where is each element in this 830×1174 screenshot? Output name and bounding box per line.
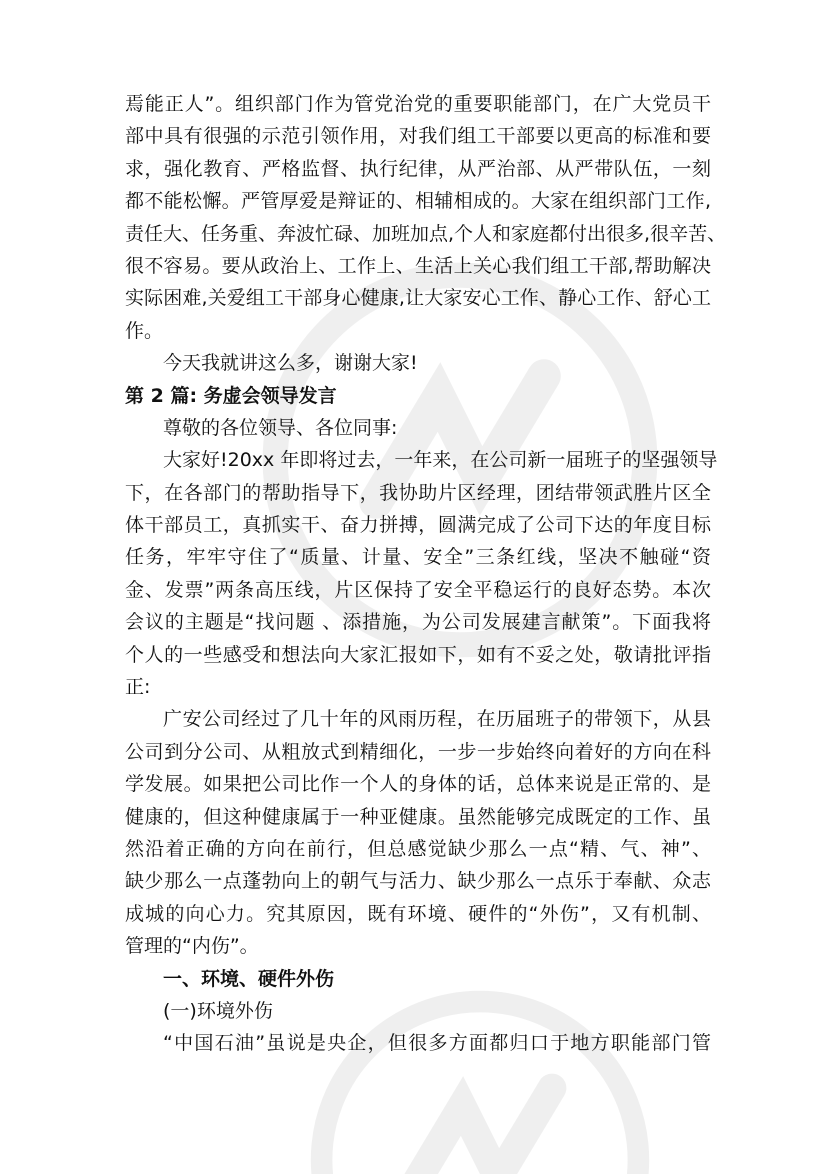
paragraph-line: 责任大、任务重、奔波忙碌、加班加点,个人和家庭都付出很多,很辛苦、 [125,222,727,245]
paragraph-line: 成城的向心力。究其原因，既有环境、硬件的“外伤”，又有机制、 [125,902,711,925]
paragraph-line: “中国石油”虽说是央企，但很多方面都归口于地方职能部门管 [163,1032,711,1055]
paragraph-line: 任务，牢牢守住了“质量、计量、安全”三条红线，坚决不触碰“资 [125,546,711,569]
paragraph-line: 学发展。如果把公司比作一个人的身体的话，总体来说是正常的、是 [125,773,711,796]
paragraph-line: 都不能松懈。严管厚爱是辩证的、相辅相成的。大家在组织部门工作, [125,190,711,213]
document-body [125,88,727,1060]
paragraph-line: 然沿着正确的方向在前行，但总感觉缺少那么一点“精、气、神”、 [125,837,711,860]
paragraph-line: 健康的，但这种健康属于一种亚健康。虽然能够完成既定的工作、虽 [125,805,711,828]
paragraph-line: 金、发票”两条高压线，片区保持了安全平稳运行的良好态势。本次 [125,578,711,601]
paragraph-line: 很不容易。要从政治上、工作上、生活上关心我们组工干部,帮助解决 [125,254,711,277]
paragraph-line: 缺少那么一点蓬勃向上的朝气与活力、缺少那么一点乐于奉献、众志 [125,870,711,893]
paragraph-line: 求，强化教育、严格监督、执行纪律，从严治部、从严带队伍，一刻 [125,157,711,180]
paragraph-line: 今天我就讲这么多，谢谢大家! [163,352,418,375]
paragraph-line: 下，在各部门的帮助指导下，我协助片区经理，团结带领武胜片区全 [125,481,711,504]
subsection-heading: 一、环境、硬件外伤 [163,967,335,990]
salutation: 尊敬的各位领导、各位同事: [163,416,398,439]
paragraph-line: 会议的主题是“找问题 、添措施，为公司发展建言献策”。下面我将 [125,611,711,634]
paragraph-line: 体干部员工，真抓实干、奋力拼搏，圆满完成了公司下达的年度目标 [125,514,711,537]
subsection-label: (一)环境外伤 [163,999,273,1022]
paragraph-line: 广安公司经过了几十年的风雨历程，在历届班子的带领下，从县 [163,708,711,731]
paragraph-line: 实际困难,关爱组工干部身心健康,让大家安心工作、静心工作、舒心工 [125,287,711,310]
paragraph-line: 正: [125,676,151,699]
paragraph-line: 作。 [125,319,164,342]
paragraph-line: 部中具有很强的示范引领作用，对我们组工干部要以更高的标准和要 [125,125,711,148]
paragraph-line: 个人的一些感受和想法向大家汇报如下，如有不妥之处，敬请批评指 [125,643,711,666]
paragraph-line: 大家好!20xx 年即将过去，一年来，在公司新一届班子的坚强领导 [163,449,718,472]
paragraph-line: 公司到分公司、从粗放式到精细化，一步一步始终向着好的方向在科 [125,740,711,763]
section-heading: 第 2 篇: 务虚会领导发言 [125,384,337,407]
paragraph-line: 管理的“内伤”。 [125,935,259,958]
paragraph-line: 焉能正人”。组织部门作为管党治党的重要职能部门，在广大党员干 [125,93,711,115]
